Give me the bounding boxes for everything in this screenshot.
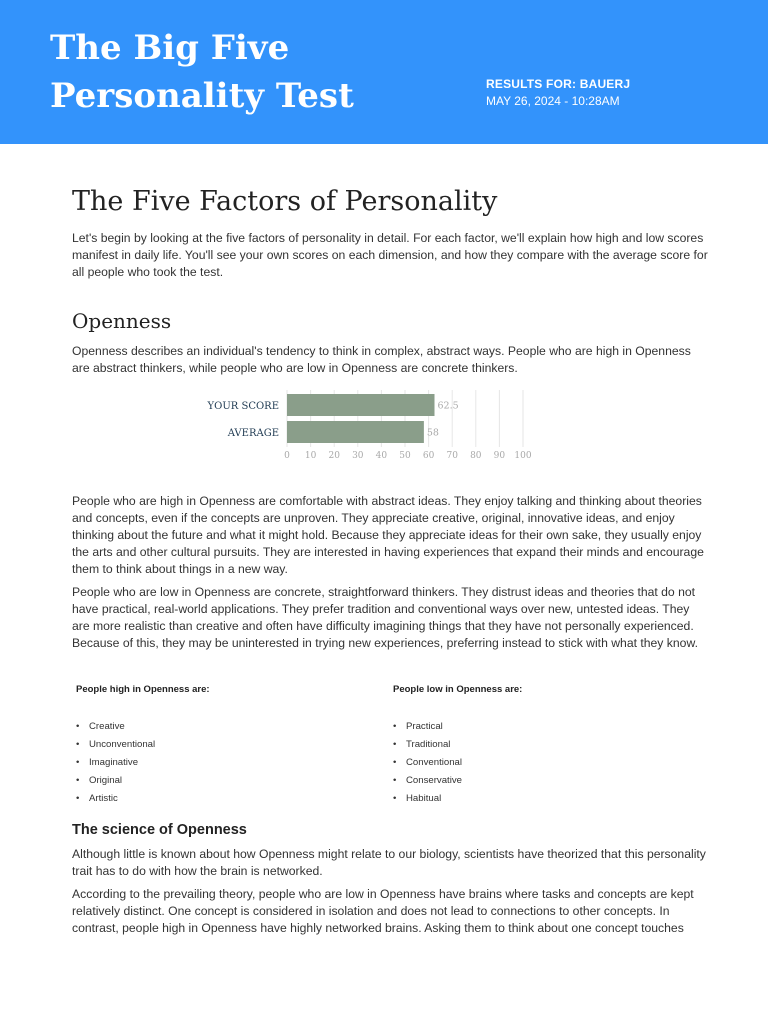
openness-high-paragraph: People who are high in Openness are comfortable with abstract ideas. They enjoy talking and thinking about theories and concepts, even if the concepts are unproven. They appreciate creative, original, innovative ideas, and enjoy thinking about the future and what it might hold. Because they appreciate ideas for their own sake, they usually enjoy the arts and other cultural pursuits. They are interested in having experiences that expand their minds and encourage them to think about things in a new way.: [72, 494, 704, 576]
chart-bars: [287, 394, 459, 443]
chart-tick-label: 40: [375, 451, 388, 461]
openness-heading: Openness: [72, 309, 172, 333]
chart-tick-label: 100: [514, 451, 532, 461]
list-item: • Artistic: [76, 790, 376, 808]
openness-details: [72, 493, 708, 652]
page-title: The Big Five Personality Test: [50, 28, 354, 116]
chart-tick-label: 50: [399, 451, 411, 461]
chart-category-labels: [207, 401, 279, 439]
high-list-heading: People high in Openness are:: [76, 684, 210, 695]
list-item: • Unconventional: [76, 736, 376, 754]
chart-value-label: 58: [426, 427, 439, 439]
list-item: • Conventional: [393, 754, 693, 772]
chart-bar: [287, 394, 435, 416]
science-paragraph-2: According to the prevailing theory, people who are low in Openness have brains where tasks and concepts are kept relatively distinct. One concept is considered in isolation and does not lead to connections to other concepts. In contrast, people high in Openness have highly networked brains. Asking them to think about one concept touches: [72, 887, 694, 935]
list-item: • Creative: [76, 718, 376, 736]
chart-tick-label: 0: [284, 451, 290, 461]
list-item: • Conservative: [393, 772, 693, 790]
low-list-heading: People low in Openness are:: [393, 684, 523, 695]
list-item: • Traditional: [393, 736, 693, 754]
chart-tick-label: 20: [328, 451, 340, 461]
list-item: • Habitual: [393, 790, 693, 808]
list-item: • Original: [76, 772, 376, 790]
openness-trait-lists: [72, 683, 708, 807]
section-heading: The Five Factors of Personality: [72, 186, 498, 217]
results-date: MAY 26, 2024 - 10:28AM: [486, 94, 620, 108]
chart-tick-label: 70: [446, 451, 458, 461]
high-openness-list: [76, 683, 376, 808]
chart-tick-label: 10: [304, 451, 317, 461]
chart-value-label: 62.5: [437, 400, 459, 412]
list-item: • Practical: [393, 718, 693, 736]
results-for-label: RESULTS FOR: BAUERJ: [486, 77, 631, 91]
science-heading: The science of Openness: [72, 822, 247, 838]
openness-description: Openness describes an individual's tendency to think in complex, abstract ways. People who are high in Openness are abstract thinkers, while people who are low in Openness are concrete thinkers.: [72, 344, 691, 375]
intro-paragraph: Let's begin by looking at the five factors of personality in detail. For each factor, we'll explain how high and low scores manifest in daily life. You'll see your own scores on each dimension, and how they compare with the average score for all people who took the test.: [72, 231, 708, 279]
low-openness-list: [393, 683, 693, 808]
chart-tick-label: 60: [422, 451, 435, 461]
chart-tick-label: 80: [470, 451, 482, 461]
chart-tick-label: 30: [352, 451, 364, 461]
chart-tick-labels: [284, 451, 532, 461]
openness-score-chart: [190, 386, 550, 466]
chart-bar: [287, 421, 424, 443]
openness-science: [72, 820, 708, 937]
list-item: • Imaginative: [76, 754, 376, 772]
openness-low-paragraph: People who are low in Openness are concrete, straightforward thinkers. They distrust ideas and theories that do not have practical, real-world applications. They prefer tradition and conventional ways over new, untested ideas. They are more realistic than creative and often have difficulty imagining things that they have not personally experienced. Because of this, they may be uninterested in trying new experiences, preferring instead to stick with what they know.: [72, 585, 698, 650]
chart-tick-label: 90: [493, 451, 506, 461]
science-paragraph-1: Although little is known about how Openness might relate to our biology, scientists have theorized that this personality trait has to do with how the brain is networked.: [72, 847, 706, 878]
chart-category-label: AVERAGE: [227, 428, 279, 439]
page-header: [0, 0, 768, 144]
chart-category-label: YOUR SCORE: [207, 401, 279, 412]
main-content: [72, 184, 708, 377]
